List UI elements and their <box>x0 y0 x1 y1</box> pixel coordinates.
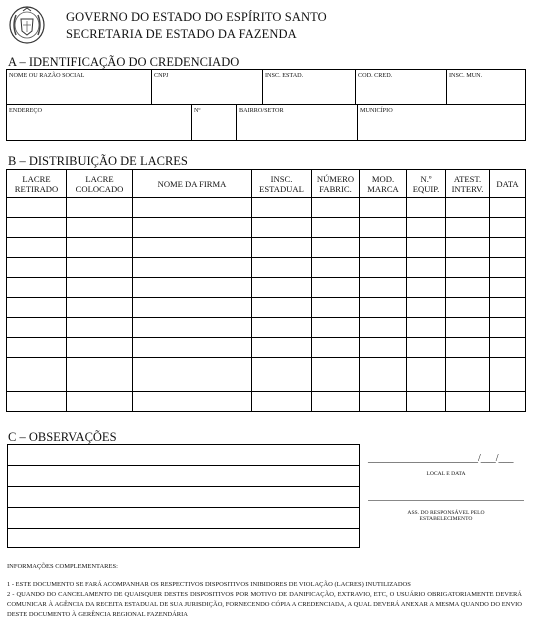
lacre-cell[interactable] <box>252 298 312 318</box>
coat-of-arms-seal-icon <box>8 5 46 45</box>
lacre-cell[interactable] <box>133 198 252 218</box>
lacre-cell[interactable] <box>407 218 446 238</box>
header-secretariat: SECRETARIA DE ESTADO DA FAZENDA <box>66 27 297 41</box>
lacre-cell[interactable] <box>7 238 67 258</box>
lacres-table <box>6 169 526 412</box>
lacre-cell[interactable] <box>490 198 526 218</box>
lacre-cell[interactable] <box>312 338 360 358</box>
lacre-cell[interactable] <box>446 218 490 238</box>
lacre-row <box>7 258 526 278</box>
header-government: GOVERNO DO ESTADO DO ESPÍRITO SANTO <box>66 10 327 24</box>
lacre-cell[interactable] <box>252 198 312 218</box>
lacre-cell[interactable] <box>7 358 67 392</box>
lacre-cell[interactable] <box>67 238 133 258</box>
field-endereco[interactable]: ENDEREÇO <box>7 105 192 141</box>
lacre-cell[interactable] <box>490 278 526 298</box>
lacre-cell[interactable] <box>67 258 133 278</box>
field-municipio[interactable]: MUNICÍPIO <box>358 105 526 141</box>
lacre-row <box>7 338 526 358</box>
lacre-cell[interactable] <box>446 338 490 358</box>
lacre-cell[interactable] <box>490 298 526 318</box>
lacre-cell[interactable] <box>67 278 133 298</box>
lacre-cell[interactable] <box>446 198 490 218</box>
lacre-cell[interactable] <box>7 278 67 298</box>
lacre-cell[interactable] <box>407 358 446 392</box>
col-lacre-colocado: LACRE COLOCADO <box>67 170 133 198</box>
section-c-title: C – OBSERVAÇÕES <box>8 430 117 444</box>
lacre-cell[interactable] <box>133 278 252 298</box>
lacre-cell[interactable] <box>252 218 312 238</box>
lacre-cell[interactable] <box>67 392 133 412</box>
signature-label-1: ASS. DO RESPONSÁVEL PELO <box>407 510 485 516</box>
lacre-cell[interactable] <box>490 392 526 412</box>
lacre-cell[interactable] <box>360 338 407 358</box>
signature-line[interactable] <box>368 500 524 501</box>
lacre-cell[interactable] <box>490 338 526 358</box>
lacre-cell[interactable] <box>446 392 490 412</box>
field-cnpj[interactable]: CNPJ <box>152 70 263 105</box>
lacre-cell[interactable] <box>360 278 407 298</box>
lacre-cell[interactable] <box>446 258 490 278</box>
col-nome-firma: NOME DA FIRMA <box>133 170 252 198</box>
lacre-cell[interactable] <box>312 198 360 218</box>
lacre-cell[interactable] <box>407 258 446 278</box>
lacre-cell[interactable] <box>67 358 133 392</box>
lacre-cell[interactable] <box>67 298 133 318</box>
lacre-cell[interactable] <box>67 218 133 238</box>
lacre-row <box>7 198 526 218</box>
lacre-cell[interactable] <box>7 318 67 338</box>
lacre-cell[interactable] <box>252 238 312 258</box>
lacre-cell[interactable] <box>133 338 252 358</box>
observacoes-box[interactable] <box>7 444 360 548</box>
lacre-cell[interactable] <box>490 358 526 392</box>
lacre-cell[interactable] <box>407 318 446 338</box>
lacre-row <box>7 298 526 318</box>
local-date-line[interactable]: ______________________/___/___ <box>368 453 514 464</box>
col-atest-interv: ATEST. INTERV. <box>446 170 490 198</box>
lacre-cell[interactable] <box>490 218 526 238</box>
lacre-cell[interactable] <box>490 258 526 278</box>
lacre-cell[interactable] <box>312 278 360 298</box>
lacre-cell[interactable] <box>360 358 407 392</box>
col-n-equip: N.º EQUIP. <box>407 170 446 198</box>
lacre-cell[interactable] <box>67 198 133 218</box>
section-a-title: A – IDENTIFICAÇÃO DO CREDENCIADO <box>8 55 240 69</box>
section-b-title: B – DISTRIBUIÇÃO DE LACRES <box>8 154 188 168</box>
col-lacre-retirado: LACRE RETIRADO <box>7 170 67 198</box>
lacre-cell[interactable] <box>67 318 133 338</box>
lacre-cell[interactable] <box>312 392 360 412</box>
observacoes-line[interactable] <box>8 487 359 508</box>
lacre-cell[interactable] <box>252 358 312 392</box>
lacre-cell[interactable] <box>446 278 490 298</box>
lacre-cell[interactable] <box>312 238 360 258</box>
lacre-cell[interactable] <box>133 258 252 278</box>
field-cod-cred[interactable]: COD. CRED. <box>356 70 447 105</box>
lacre-cell[interactable] <box>7 392 67 412</box>
lacre-cell[interactable] <box>312 218 360 238</box>
lacre-row <box>7 358 526 392</box>
info-item-2: 2 - QUANDO DO CANCELAMENTO DE QUAISQUER DESTES DISPOSITIVOS POR MOTIVO DE DANIFICAÇÃO, EXTRAVIO, ETC, O USUÁRIO OBRIGATORIAMENTE DEVERÁ COMUNICAR À AGÊNCIA DA RECEITA ESTADUAL DE SUA JURISDIÇÃO, FORNECENDO CÓPIA A CREDENCIADA, A QUAL DEVERÁ ANEXAR A MESMA QUANDO DO ENVIO DESTE DOCUMENTO À GERÊNCIA REGIONAL FAZENDÁRIA <box>7 591 522 618</box>
lacre-row <box>7 392 526 412</box>
field-nome-razao-social[interactable]: NOME OU RAZÃO SOCIAL <box>7 70 152 105</box>
info-item-1: 1 - ESTE DOCUMENTO SE FARÁ ACOMPANHAR OS RESPECTIVOS DISPOSITIVOS INIBIDORES DE VIOLAÇÃO (LACRES) INUTILIZADOS <box>7 581 411 588</box>
lacre-row <box>7 318 526 338</box>
lacre-cell[interactable] <box>446 298 490 318</box>
lacre-cell[interactable] <box>312 298 360 318</box>
lacre-cell[interactable] <box>7 218 67 238</box>
signature-label-2: ESTABELECIMENTO <box>419 516 473 522</box>
lacre-cell[interactable] <box>133 358 252 392</box>
observacoes-line[interactable] <box>8 529 359 549</box>
col-data: DATA <box>490 170 526 198</box>
lacre-cell[interactable] <box>7 258 67 278</box>
lacre-cell[interactable] <box>252 338 312 358</box>
lacre-cell[interactable] <box>7 198 67 218</box>
lacre-cell[interactable] <box>67 338 133 358</box>
lacre-cell[interactable] <box>360 318 407 338</box>
lacre-cell[interactable] <box>446 238 490 258</box>
section-a-row2-table <box>6 104 526 141</box>
lacre-cell[interactable] <box>360 218 407 238</box>
lacre-cell[interactable] <box>133 218 252 238</box>
lacre-cell[interactable] <box>252 278 312 298</box>
observacoes-line[interactable] <box>8 445 359 466</box>
field-insc-mun[interactable]: INSC. MUN. <box>447 70 526 105</box>
lacre-cell[interactable] <box>446 318 490 338</box>
observacoes-line[interactable] <box>8 466 359 487</box>
lacre-cell[interactable] <box>133 238 252 258</box>
lacre-cell[interactable] <box>252 392 312 412</box>
observacoes-line[interactable] <box>8 508 359 529</box>
lacre-cell[interactable] <box>7 338 67 358</box>
local-date-label: LOCAL E DATA <box>426 471 466 477</box>
lacre-cell[interactable] <box>407 278 446 298</box>
lacre-cell[interactable] <box>407 198 446 218</box>
lacre-row <box>7 218 526 238</box>
field-insc-estad[interactable]: INSC. ESTAD. <box>263 70 356 105</box>
col-numero-fabric: NÚMERO FABRIC. <box>312 170 360 198</box>
lacre-row <box>7 238 526 258</box>
lacre-cell[interactable] <box>446 358 490 392</box>
field-bairro-setor[interactable]: BAIRRO/SETOR <box>237 105 358 141</box>
lacre-cell[interactable] <box>360 298 407 318</box>
lacre-cell[interactable] <box>7 298 67 318</box>
lacre-cell[interactable] <box>360 392 407 412</box>
lacre-row <box>7 278 526 298</box>
lacre-cell[interactable] <box>312 318 360 338</box>
lacre-cell[interactable] <box>360 198 407 218</box>
lacre-cell[interactable] <box>407 238 446 258</box>
lacre-cell[interactable] <box>133 318 252 338</box>
lacre-cell[interactable] <box>312 258 360 278</box>
lacre-cell[interactable] <box>133 392 252 412</box>
lacre-cell[interactable] <box>407 392 446 412</box>
lacre-cell[interactable] <box>252 258 312 278</box>
col-mod-marca: MOD. MARCA <box>360 170 407 198</box>
lacre-cell[interactable] <box>490 318 526 338</box>
info-title: INFORMAÇÕES COMPLEMENTARES: <box>7 563 118 570</box>
lacre-cell[interactable] <box>252 318 312 338</box>
lacre-cell[interactable] <box>360 238 407 258</box>
lacre-cell[interactable] <box>360 258 407 278</box>
lacre-cell[interactable] <box>312 358 360 392</box>
lacre-cell[interactable] <box>490 238 526 258</box>
lacre-cell[interactable] <box>407 298 446 318</box>
lacre-cell[interactable] <box>133 298 252 318</box>
lacre-cell[interactable] <box>407 338 446 358</box>
col-insc-estadual: INSC. ESTADUAL <box>252 170 312 198</box>
field-numero[interactable]: Nº <box>192 105 237 141</box>
section-a-row1-table <box>6 69 526 105</box>
